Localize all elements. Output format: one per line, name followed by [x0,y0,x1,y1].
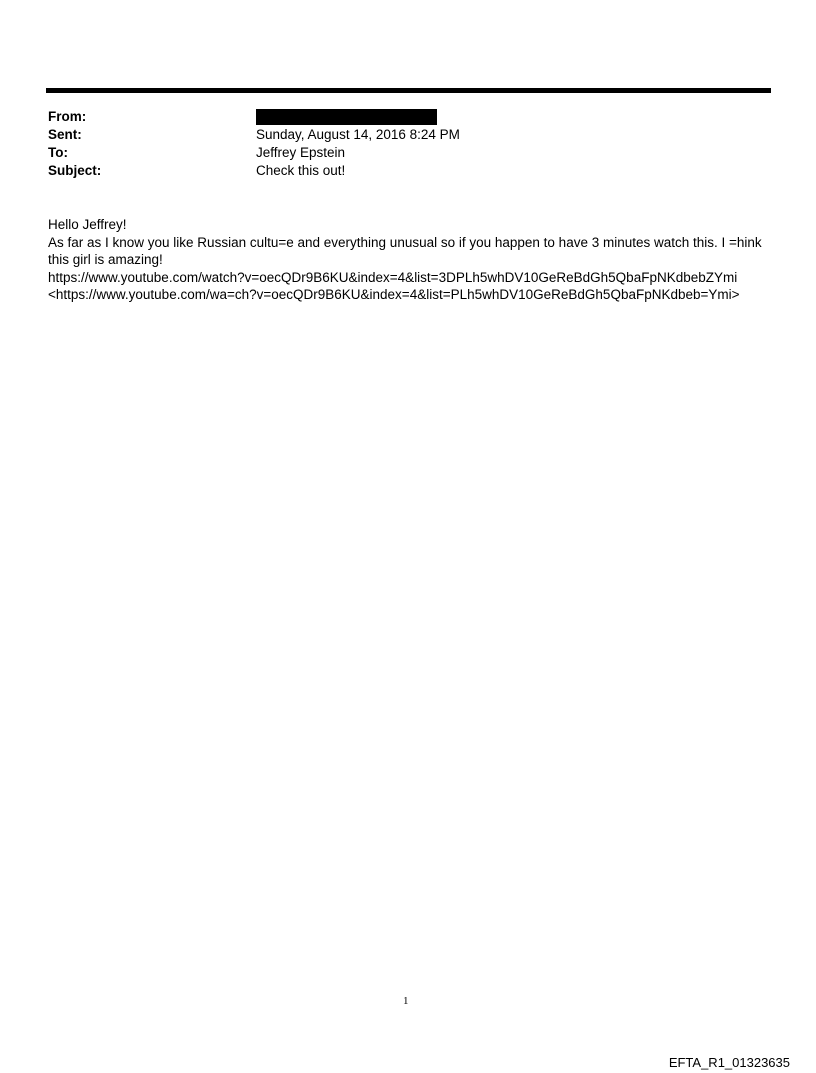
video-link[interactable]: https://www.youtube.com/watch?v=oecQDr9B6KU&index=4&list=3DPLh5whDV10GeReBdGh5QbaFpNKdbebZYmi [48,269,738,285]
to-label: To: [48,145,68,160]
subject-value: Check this out! [256,163,346,178]
redaction-block [256,109,437,125]
greeting-line: Hello Jeffrey! [48,217,127,232]
subject-row [48,162,768,180]
email-body [48,216,768,304]
sent-row [48,126,768,144]
to-row [48,144,768,162]
body-line: this girl is amazing! [48,252,163,268]
page-number: 1 [403,995,409,1007]
from-value [256,108,437,126]
to-value: Jeffrey Epstein [256,145,346,160]
video-link-alt[interactable]: <https://www.youtube.com/wa=ch?v=oecQDr9B6KU&index=4&list=PLh5whDV10GeReBdGh5QbaFpNKdbeb=Ymi> [48,287,740,303]
from-row [48,108,768,126]
sent-value: Sunday, August 14, 2016 8:24 PM [256,127,460,142]
sent-label: Sent: [48,127,82,142]
subject-label: Subject: [48,163,102,178]
body-line: As far as I know you like Russian cultu=e and everything unusual so if you happen to have 3 minutes watch this. I =hink [48,234,762,250]
from-label: From: [48,109,87,124]
document-id: EFTA_R1_01323635 [668,1055,790,1070]
header-divider [46,88,771,93]
email-header [48,108,768,180]
